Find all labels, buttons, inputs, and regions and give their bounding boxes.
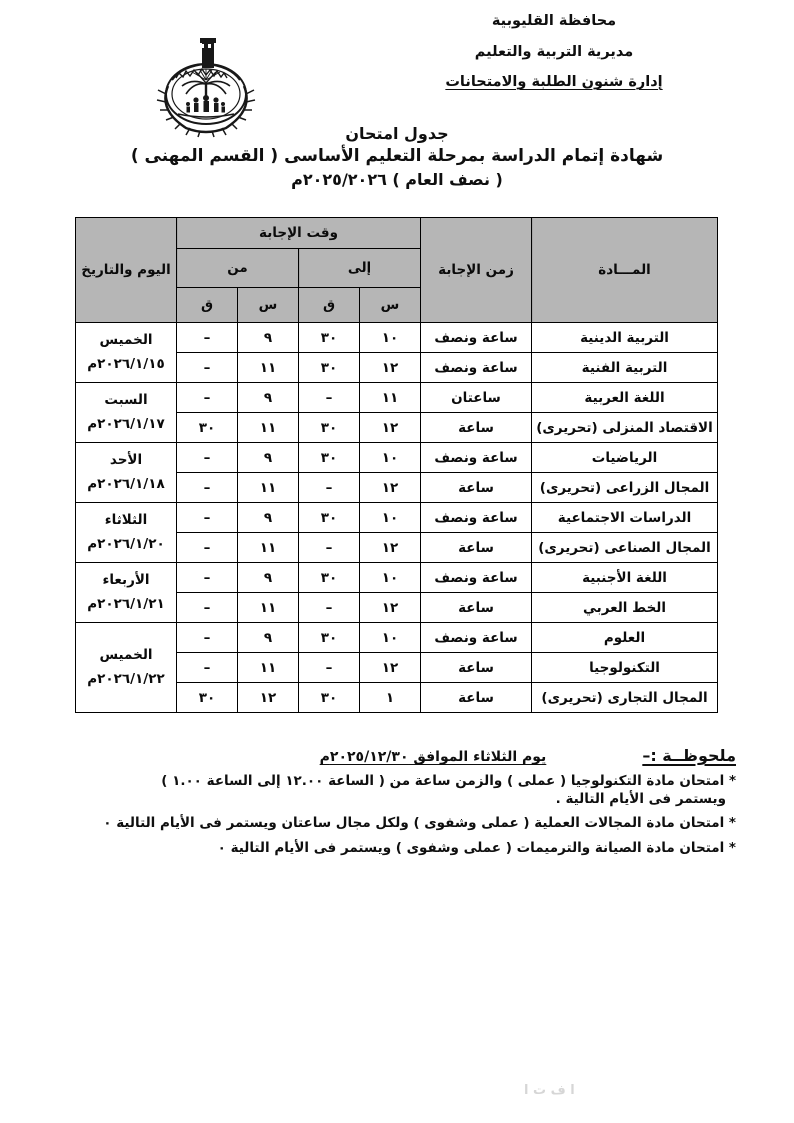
cell-subject: المجال الصناعى (تحريرى) xyxy=(532,533,718,563)
scan-artifact: ا ف ت ا xyxy=(524,1083,575,1098)
note-item-1: * امتحان مادة التكنولوجيا ( عملى ) والزمن ساعة من ( الساعة ١٢.٠٠ إلى الساعة ١.٠٠ ) xyxy=(161,773,736,789)
date-value: ٢٠٢٦/١/١٨م xyxy=(87,475,165,492)
title-line-2: شهادة إتمام الدراسة بمرحلة التعليم الأساسى ( القسم المهنى ) xyxy=(130,146,664,167)
cell-from-hour: ١١ xyxy=(238,473,299,503)
cell-from-hour: ٩ xyxy=(238,503,299,533)
day-name: الأربعاء xyxy=(102,571,150,588)
cell-from-minute: – xyxy=(177,503,238,533)
cell-to-minute: – xyxy=(299,593,360,623)
cell-to-minute: ٣٠ xyxy=(299,563,360,593)
day-name: الثلاثاء xyxy=(104,511,148,528)
cell-to-minute: – xyxy=(299,533,360,563)
cell-subject: التكنولوجيا xyxy=(532,653,718,683)
cell-from-minute: ٣٠ xyxy=(177,413,238,443)
cell-from-hour: ٩ xyxy=(238,563,299,593)
cell-duration: ساعة ونصف xyxy=(421,563,532,593)
col-header-answer-time: وقت الإجابة xyxy=(177,218,421,249)
cell-to-hour: ١٢ xyxy=(360,653,421,683)
table-row xyxy=(76,623,718,653)
cell-to-hour: ١١ xyxy=(360,383,421,413)
cell-to-hour: ١٢ xyxy=(360,593,421,623)
cell-to-minute: – xyxy=(299,653,360,683)
date-value: ٢٠٢٦/١/١٥م xyxy=(87,355,165,372)
cell-from-hour: ٩ xyxy=(238,623,299,653)
cell-from-hour: ١١ xyxy=(238,413,299,443)
cell-to-hour: ١ xyxy=(360,683,421,713)
note-item-3: * امتحان مادة الصيانة والترميمات ( عملى وشفوى ) ويستمر فى الأيام التالية ٠ xyxy=(217,839,736,856)
cell-to-minute: ٣٠ xyxy=(299,323,360,353)
exam-schedule-table xyxy=(75,217,718,713)
cell-to-minute: ٣٠ xyxy=(299,353,360,383)
cell-duration: ساعة xyxy=(421,593,532,623)
cell-to-minute: ٣٠ xyxy=(299,683,360,713)
cell-duration: ساعة xyxy=(421,683,532,713)
cell-to-hour: ١٢ xyxy=(360,413,421,443)
cell-duration: ساعة xyxy=(421,413,532,443)
table-row xyxy=(76,503,718,533)
cell-duration: ساعة ونصف xyxy=(421,353,532,383)
cell-from-hour: ١١ xyxy=(238,353,299,383)
exam-schedule-table-container xyxy=(75,217,718,713)
table-header xyxy=(76,218,718,323)
col-header-subject: المـــادة xyxy=(532,218,718,323)
cell-day-date xyxy=(76,383,177,443)
cell-from-minute: – xyxy=(177,563,238,593)
cell-from-minute: – xyxy=(177,593,238,623)
table-row xyxy=(76,383,718,413)
cell-to-minute: ٣٠ xyxy=(299,443,360,473)
cell-day-date xyxy=(76,323,177,383)
cell-from-minute: – xyxy=(177,353,238,383)
title-line-3: ( نصف العام ) ٢٠٢٥/٢٠٢٦م xyxy=(291,170,503,190)
cell-duration: ساعة ونصف xyxy=(421,323,532,353)
day-name: السبت xyxy=(104,391,148,408)
document-header xyxy=(0,14,794,126)
notes-section xyxy=(46,748,736,855)
day-name: الخميس xyxy=(99,331,153,348)
cell-from-hour: ١١ xyxy=(238,593,299,623)
col-header-duration: زمن الإجابة xyxy=(421,218,532,323)
cell-subject: اللغة الأجنبية xyxy=(532,563,718,593)
cell-to-hour: ١٠ xyxy=(360,443,421,473)
cell-subject: المجال الزراعى (تحريرى) xyxy=(532,473,718,503)
notes-heading-row xyxy=(46,748,736,764)
cell-subject: الخط العربي xyxy=(532,593,718,623)
table-row xyxy=(76,323,718,353)
cell-from-minute: – xyxy=(177,653,238,683)
cell-from-hour: ٩ xyxy=(238,323,299,353)
header-line-department: إدارة شنون الطلبة والامتحانات xyxy=(445,74,663,90)
cell-duration: ساعة ونصف xyxy=(421,623,532,653)
cell-to-minute: ٣٠ xyxy=(299,503,360,533)
col-header-from-hour: س xyxy=(238,288,299,323)
cell-from-minute: – xyxy=(177,443,238,473)
col-header-from: من xyxy=(177,249,299,288)
cell-from-hour: ١٢ xyxy=(238,683,299,713)
cell-duration: ساعة ونصف xyxy=(421,443,532,473)
cell-from-hour: ١١ xyxy=(238,533,299,563)
cell-duration: ساعة xyxy=(421,653,532,683)
table-row xyxy=(76,443,718,473)
cell-from-minute: – xyxy=(177,473,238,503)
cell-subject: الرياضيات xyxy=(532,443,718,473)
cell-from-minute: – xyxy=(177,323,238,353)
cell-duration: ساعة ونصف xyxy=(421,503,532,533)
cell-to-hour: ١٢ xyxy=(360,533,421,563)
title-line-1: جدول امتحان xyxy=(345,124,449,143)
col-header-day-date: اليوم والتاريخ xyxy=(76,218,177,323)
header-line-governorate: محافظة القليوبية xyxy=(491,13,617,29)
cell-to-hour: ١٢ xyxy=(360,473,421,503)
cell-from-minute: – xyxy=(177,623,238,653)
cell-duration: ساعة xyxy=(421,473,532,503)
col-header-to-minute: ق xyxy=(299,288,360,323)
cell-subject: الاقتصاد المنزلى (تحريرى) xyxy=(532,413,718,443)
day-name: الخميس xyxy=(99,646,153,663)
date-value: ٢٠٢٦/١/٢٠م xyxy=(87,535,165,552)
cell-day-date xyxy=(76,443,177,503)
cell-from-hour: ١١ xyxy=(238,653,299,683)
cell-duration: ساعة xyxy=(421,533,532,563)
note-item-2: * امتحان مادة المجالات العملية ( عملى وشفوى ) ولكل مجال ساعتان ويستمر فى الأيام التالية ٠ xyxy=(103,815,736,831)
notes-date-line: يوم الثلاثاء الموافق ٢٠٢٥/١٢/٣٠م xyxy=(319,749,547,765)
cell-from-hour: ٩ xyxy=(238,383,299,413)
cell-subject: المجال التجارى (تحريرى) xyxy=(532,683,718,713)
cell-from-hour: ٩ xyxy=(238,443,299,473)
cell-to-minute: – xyxy=(299,473,360,503)
cell-subject: العلوم xyxy=(532,623,718,653)
notes-heading: ملحوظــة :– xyxy=(642,746,736,765)
table-body xyxy=(76,323,718,713)
cell-to-hour: ١٠ xyxy=(360,323,421,353)
cell-day-date xyxy=(76,623,177,713)
qalyubia-governorate-emblem-icon xyxy=(152,36,260,138)
cell-to-hour: ١٢ xyxy=(360,353,421,383)
cell-day-date xyxy=(76,563,177,623)
date-value: ٢٠٢٦/١/١٧م xyxy=(87,415,165,432)
date-value: ٢٠٢٦/١/٢٢م xyxy=(87,670,165,687)
cell-day-date xyxy=(76,503,177,563)
header-line-directorate: مديرية التربية والتعليم xyxy=(474,43,634,60)
col-header-from-minute: ق xyxy=(177,288,238,323)
day-name: الأحد xyxy=(109,451,143,468)
page-title xyxy=(0,124,794,191)
note-item-1-continued: ويستمر فى الأيام التالية . xyxy=(555,790,726,807)
cell-subject: التربية الدينية xyxy=(532,323,718,353)
cell-subject: الدراسات الاجتماعية xyxy=(532,503,718,533)
header-text-block xyxy=(384,14,724,106)
cell-to-minute: – xyxy=(299,383,360,413)
cell-to-minute: ٣٠ xyxy=(299,413,360,443)
cell-subject: اللغة العربية xyxy=(532,383,718,413)
cell-duration: ساعتان xyxy=(421,383,532,413)
table-row xyxy=(76,563,718,593)
cell-to-minute: ٣٠ xyxy=(299,623,360,653)
cell-from-minute: – xyxy=(177,533,238,563)
col-header-to-hour: س xyxy=(360,288,421,323)
cell-to-hour: ١٠ xyxy=(360,623,421,653)
cell-to-hour: ١٠ xyxy=(360,563,421,593)
cell-to-hour: ١٠ xyxy=(360,503,421,533)
col-header-to: إلى xyxy=(299,249,421,288)
cell-subject: التربية الفنية xyxy=(532,353,718,383)
date-value: ٢٠٢٦/١/٢١م xyxy=(87,595,165,612)
cell-from-minute: – xyxy=(177,383,238,413)
cell-from-minute: ٣٠ xyxy=(177,683,238,713)
